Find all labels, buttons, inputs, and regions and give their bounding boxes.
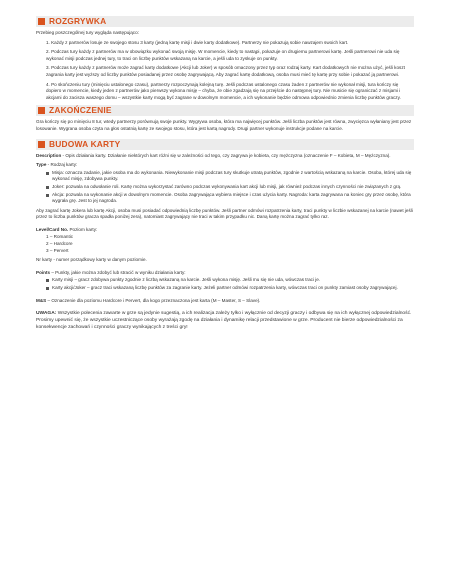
list-item: 3 – Pervert <box>46 247 69 253</box>
section-title: BUDOWA KARTY <box>49 138 121 149</box>
list-item: 2 – Hardcore <box>46 241 73 247</box>
list-item: Karty misji – gracz zdobywa punkty zgodnie z liczbą wskazaną na karcie. Jeśli wykona misję. Jeśli mu się nie uda, wówczas traci je. <box>46 277 414 284</box>
type-text: - Rodzaj karty: <box>46 162 78 168</box>
description-paragraph <box>36 153 414 160</box>
orange-square-icon <box>38 107 45 114</box>
uwaga-label: UWAGA: <box>36 311 57 317</box>
list-item: 1 – Romantic <box>46 234 74 240</box>
section-title: ZAKOŃCZENIE <box>49 105 112 116</box>
list-item: Misja: oznacza zadanie, jakie osoba ma do wykonania. Niewykonanie misji podczas tury skutkuje utratą punktów, zgodnie z wartością wskazaną na karcie. Osoba, której uda się wykonać misję, zdobywa punkty. <box>46 170 414 183</box>
square-bullet-icon <box>46 279 49 282</box>
type-paragraph <box>36 162 414 169</box>
section-header-budowa <box>36 139 414 150</box>
description-label: Description <box>36 152 62 158</box>
list-item: Karty akcji/Joker – gracz traci wskazaną liczbę punktów za zagranie karty. Jeżeli partner odmówi rozpatrzenia karty, wówczas traci on punkty zamiast osoby zagrywającej. <box>46 285 414 292</box>
points-paragraph <box>36 270 414 277</box>
points-list <box>36 277 414 291</box>
joker-note: Aby zagrać kartę Jokera lub kartę Akcji, osoba musi posiadać odpowiednią liczbę punktów. Jeśli partner odmówi rozpatrzenia karty, traci punkty w liczbie wskazanej na karcie (nawet jeśli przez to liczba punktów gracza spadła poniżej zera), natomiast zagrywający nie traci w takim przypadku nic. Daną kartę można zagrać tylko raz. <box>36 207 413 220</box>
orange-square-icon <box>38 141 45 148</box>
list-item: Joker: pozwala na odwołanie roli. Kartę można wykorzystać zarówno podczas wykonywania kart akcji lub misji, jak również podczas innych czynności nie związanych z grą. <box>46 184 414 191</box>
list-item: Akcja: pozwala na wykonanie akcji w dowolnym momencie. Osoba zagrywająca wybiera miejsce i czas użycia karty. Nagroda: karta zagrywana na koniec gry przez osobę, która wygrała grę. Jest to jej nagroda. <box>46 192 414 205</box>
rules-list <box>36 40 414 102</box>
rule-item: 4. Po skończeniu tury (minięciu ustalonego czasu), partnerzy rozpoczynają kolejną turę. Jeśli podczas ustalonego czasu żaden z partnerów nie wykonał misji, tura kończy się dopiero w momencie, kiedy jeden z partnerów jako pierwszy wykona misję – chyba, że obie zgadzają się na przejście do następnej tury. Nie musicie się ograniczać z misjami i akcjami do zacisza waszego domu – wszystkie karty mogą być zagrane w dowolnym momencie, a ich wykonanie będzie odmowa odpowiednio zmienia liczbę punktów graczy. <box>46 81 401 100</box>
zakonczenie-text: Gra kończy się po minięciu 8 tur, wtedy partnerzy porównują swoje punkty. Wygrywa osoba, która ma najwięcej punktów. Jeśli liczba punktów jest równa, zwycięzca wyłaniany jest przez losowanie. Wygrana osoba czyta na głos ostatnią kartę ze swojego stosu, która jest kartą nagrody. Drugi partner wykonuje instrukcje podane na karcie. <box>36 119 412 131</box>
uwaga-text: Wszystkie polecenia zawarte w grze są jedynie sugestią, a ich realizacja zależy tylko i wyłącznie od decyzji graczy i odbywa się na ich wyłącznej odpowiedzialność. Prosimy upewnić się, że wszystkie uczestniczące osoby wyrażają zgodę na działania i dynamikę relacji przedstawione w grze. Producent nie bierze odpowiedzialności za konsekwencje zachowań i czynności graczy wynikających z treści gry! <box>36 311 412 331</box>
level-paragraph <box>36 227 414 234</box>
type-list <box>36 170 414 205</box>
level-label: Level/Card No. <box>36 226 69 232</box>
orange-square-icon <box>38 18 45 25</box>
square-bullet-icon <box>46 186 49 189</box>
section-header-zakonczenie <box>36 105 414 116</box>
points-text: – Punkty, jakie można zdobyć lub stracić w wyniku działania karty: <box>50 269 186 275</box>
card-number-text: Nr karty - numer porządkowy karty w danym poziomie. <box>36 257 147 263</box>
section-header-rozgrywka <box>36 16 414 27</box>
ms-paragraph <box>36 298 414 305</box>
level-text: Poziom karty: <box>68 226 98 232</box>
points-label: Points <box>36 269 51 275</box>
section-title: ROZGRYWKA <box>49 16 107 26</box>
level-list <box>36 234 414 254</box>
square-bullet-icon <box>46 194 49 197</box>
type-label: Type <box>36 162 47 168</box>
square-bullet-icon <box>46 172 49 175</box>
rule-item: 3. Podczas tury każdy z partnerów może zagrać karty dodatkowe (Akcji lub Joker) w sposób omaczony przez typ oraz rodzaj karty. Kart dodatkowych nie można użyć, jeśli koszt zagrania karty jest wyższy od liczby punktów posiadanej przez osobę zagrywającą. Aby zagrać kartę dodatkową, osoba musi mieć tę kartę przy sobie i pokazać ją partnerowi. <box>46 65 405 77</box>
rule-item: 2. Podczas tury każdy z partnerów ma w obowiązku wykonać swoją misję. W momencie, kiedy to nastąpi, pokazuje on drugiemu partnerowi kartę. Jeśli partnerowi nie uda się wykonać misji podczas jednej tury, to traci on liczbę punktów wskazaną na karcie, a jeśli uda to zyskuje on punkty. <box>46 49 400 61</box>
uwaga-paragraph <box>36 310 414 331</box>
ms-label: M&S <box>36 297 47 303</box>
ms-text: – Oznaczenie dla poziomu Hardcore i Pervert, dla kogo przeznaczona jest karta (M – Master, S – Slave). <box>46 297 261 303</box>
rule-item: 1. Każdy z partnerów losuje ze swojego stosu 3 karty (jedną kartę misji i dwie karty dodatkowe). Partnerzy nie pokazują sobie nawzajem swoich kart. <box>46 39 349 45</box>
description-text: - Opis działania karty. Działanie niektórych kart różni się w zależności od tego, czy zagrywa je kobieta, czy mężczyzna (oznaczenie F – Kobieta, M – Mężczyzna). <box>61 152 391 158</box>
square-bullet-icon <box>46 287 49 290</box>
rozgrywka-intro: Przebieg poszczególnej tury wygląda następująco: <box>36 30 139 35</box>
